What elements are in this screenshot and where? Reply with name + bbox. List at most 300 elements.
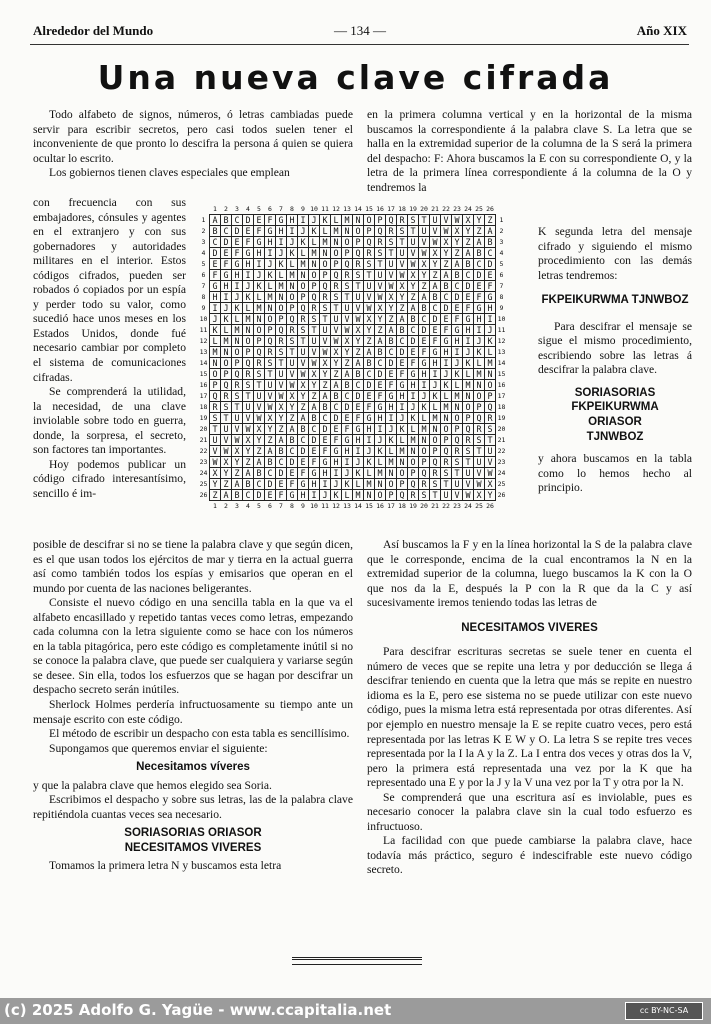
cipher-cell: F	[452, 314, 463, 325]
row-number: 3	[201, 238, 206, 246]
paragraph: Supongamos que queremos enviar el siguiente:	[49, 741, 268, 755]
cipher-cell: Z	[320, 380, 331, 391]
cipher-cell: L	[463, 369, 474, 380]
cipher-cell: D	[232, 226, 243, 237]
cipher-cell: T	[342, 292, 353, 303]
cipher-cell: E	[463, 292, 474, 303]
cipher-cell: M	[474, 369, 485, 380]
cipher-cell: I	[485, 314, 496, 325]
left-bottom-text	[33, 538, 353, 874]
cipher-cell: T	[298, 336, 309, 347]
cipher-cell: Q	[386, 215, 397, 226]
cipher-cell: N	[265, 303, 276, 314]
cipher-cell: H	[419, 369, 430, 380]
cipher-cell: P	[364, 226, 375, 237]
cipher-cell: W	[287, 380, 298, 391]
cipher-cell: I	[408, 391, 419, 402]
key-line: SORIASORIAS ORIASOR	[124, 827, 262, 840]
cipher-cell: M	[364, 479, 375, 490]
cipher-cell: B	[309, 413, 320, 424]
cipher-cell: G	[221, 270, 232, 281]
cipher-cell: H	[243, 259, 254, 270]
paragraph: El método de escribir un despacho con esta tabla es sencillísimo.	[49, 727, 350, 741]
cipher-cell: Q	[243, 358, 254, 369]
cipher-cell: X	[254, 424, 265, 435]
cipher-cell: P	[221, 369, 232, 380]
cipher-cell: D	[364, 380, 375, 391]
cipher-cell: L	[309, 237, 320, 248]
cipher-cell: C	[320, 413, 331, 424]
cipher-cell: R	[210, 402, 221, 413]
cipher-cell: E	[287, 468, 298, 479]
cipher-cell: N	[298, 270, 309, 281]
cipher-cell: H	[408, 380, 419, 391]
cipher-cell: J	[408, 402, 419, 413]
cipher-cell: R	[408, 490, 419, 501]
cipher-cell: Z	[287, 413, 298, 424]
cipher-cell: G	[298, 479, 309, 490]
cipher-cell: N	[474, 380, 485, 391]
cipher-cell: X	[342, 336, 353, 347]
cipher-cell: F	[430, 336, 441, 347]
cipher-cell: D	[298, 446, 309, 457]
cipher-cell: V	[408, 248, 419, 259]
cipher-cell: T	[419, 215, 430, 226]
cipher-cell: S	[210, 413, 221, 424]
cipher-cell: J	[309, 215, 320, 226]
cipher-cell: O	[287, 292, 298, 303]
cipher-cell: W	[364, 303, 375, 314]
cipher-cell: N	[342, 226, 353, 237]
cipher-cell: J	[210, 314, 221, 325]
cipher-cell: Y	[254, 435, 265, 446]
cipher-cell: B	[210, 226, 221, 237]
paragraph: y que la palabra clave que hemos elegido sea Soria.	[33, 778, 272, 792]
page-header	[33, 23, 687, 43]
row-number: 22	[497, 447, 506, 455]
cipher-cell: S	[353, 270, 364, 281]
cipher-cell: S	[485, 424, 496, 435]
cipher-cell: H	[342, 446, 353, 457]
cipher-cell: Y	[210, 479, 221, 490]
cipher-cell: J	[430, 380, 441, 391]
cipher-cell: P	[430, 446, 441, 457]
cipher-cell: P	[298, 292, 309, 303]
cipher-cell: J	[265, 259, 276, 270]
paragraph: Sherlock Holmes perdería infructuosamente su tiempo ante un mensaje escrito con este código.	[33, 698, 353, 726]
column-number: 2	[224, 502, 228, 510]
cipher-cell: E	[342, 413, 353, 424]
cipher-cell: F	[441, 325, 452, 336]
cipher-cell: T	[243, 391, 254, 402]
cipher-cell: W	[452, 215, 463, 226]
cipher-cell: W	[485, 468, 496, 479]
cipher-cell: J	[287, 237, 298, 248]
cipher-cell: H	[298, 490, 309, 501]
paragraph: Escribimos el despacho y sobre sus letras, las de la palabra clave repitiéndola cuantas veces sea necesario.	[33, 793, 353, 821]
key-line: ORIASOR	[588, 416, 642, 429]
cipher-cell: N	[386, 468, 397, 479]
cipher-cell: L	[397, 435, 408, 446]
column-number: 16	[376, 205, 384, 213]
cipher-cell: V	[309, 347, 320, 358]
row-number: 25	[199, 480, 208, 488]
cipher-cell: K	[419, 402, 430, 413]
cipher-cell: B	[386, 336, 397, 347]
cipher-cell: U	[342, 303, 353, 314]
cipher-cell: G	[320, 457, 331, 468]
column-number: 11	[321, 502, 329, 510]
cipher-cell: H	[474, 314, 485, 325]
cipher-cell: H	[364, 424, 375, 435]
cipher-cell: S	[298, 325, 309, 336]
cipher-cell: F	[287, 479, 298, 490]
cipher-cell: K	[221, 314, 232, 325]
cipher-cell: B	[408, 314, 419, 325]
cipher-row	[198, 281, 507, 292]
cipher-cell: B	[441, 281, 452, 292]
cipher-cell: I	[452, 347, 463, 358]
cipher-cell: X	[309, 369, 320, 380]
cipher-cell: A	[474, 237, 485, 248]
cipher-cell: V	[452, 490, 463, 501]
cipher-cell: Y	[474, 215, 485, 226]
cipher-cell: U	[397, 248, 408, 259]
right-wrap-text	[538, 225, 692, 496]
cipher-cell: V	[430, 226, 441, 237]
cipher-cell: Q	[287, 314, 298, 325]
cipher-cell: E	[386, 369, 397, 380]
cipher-cell: S	[221, 402, 232, 413]
cipher-cell: Z	[331, 369, 342, 380]
cipher-cell: D	[320, 424, 331, 435]
cipher-cell: D	[474, 270, 485, 281]
cipher-cell: N	[210, 358, 221, 369]
cipher-cell: L	[331, 215, 342, 226]
cipher-cell: E	[397, 358, 408, 369]
column-number: 5	[257, 205, 261, 213]
cipher-cell: E	[221, 248, 232, 259]
cipher-cell: N	[287, 281, 298, 292]
paragraph: K segunda letra del mensaje cifrado y siguiendo el mismo procedimiento con las demás letras tendremos:	[538, 225, 692, 282]
cipher-cell: O	[452, 413, 463, 424]
cipher-cell: G	[331, 446, 342, 457]
copyright-text: (c) 2025 Adolfo G. Yagüe - www.ccapitalia.net	[4, 1001, 392, 1019]
cipher-cell: U	[265, 380, 276, 391]
row-number: 24	[497, 469, 506, 477]
left-wrap-text	[33, 196, 186, 501]
cipher-cell: S	[375, 248, 386, 259]
cipher-cell: H	[485, 303, 496, 314]
cipher-cell: K	[485, 336, 496, 347]
cipher-cell: G	[243, 248, 254, 259]
cipher-cell: I	[331, 468, 342, 479]
cipher-cell: D	[221, 237, 232, 248]
cipher-cell: W	[353, 314, 364, 325]
cipher-cell: P	[474, 402, 485, 413]
cipher-cell: C	[276, 457, 287, 468]
column-number: 18	[398, 205, 406, 213]
cipher-cell: Y	[331, 358, 342, 369]
cipher-cell: K	[353, 468, 364, 479]
cipher-row	[198, 215, 507, 226]
cipher-cell: R	[386, 226, 397, 237]
cipher-cell: B	[375, 347, 386, 358]
cipher-cell: I	[320, 479, 331, 490]
cipher-cell: H	[309, 479, 320, 490]
cipher-cell: N	[232, 336, 243, 347]
cipher-cell: W	[265, 402, 276, 413]
row-number: 7	[499, 282, 504, 290]
cipher-cell: P	[276, 314, 287, 325]
cipher-row	[198, 457, 507, 468]
cipher-cell: J	[364, 446, 375, 457]
row-number: 15	[497, 370, 506, 378]
cipher-cell: T	[430, 490, 441, 501]
cipher-cell: G	[210, 281, 221, 292]
cipher-cell: L	[408, 424, 419, 435]
cipher-cell: G	[485, 292, 496, 303]
cipher-cell: Z	[397, 303, 408, 314]
cipher-line: FKPEIKURWMA	[571, 401, 659, 414]
cipher-cell: B	[254, 468, 265, 479]
cipher-cell: G	[309, 468, 320, 479]
column-number: 4	[246, 502, 250, 510]
cipher-cell: Z	[419, 281, 430, 292]
cipher-cell: Y	[463, 226, 474, 237]
cipher-cell: R	[265, 347, 276, 358]
cipher-cell: U	[441, 490, 452, 501]
cipher-cell: I	[474, 325, 485, 336]
cipher-cell: L	[452, 380, 463, 391]
cipher-cell: K	[232, 303, 243, 314]
cipher-row	[198, 226, 507, 237]
cipher-cell: M	[298, 259, 309, 270]
cipher-cell: N	[254, 314, 265, 325]
column-number: 24	[464, 502, 472, 510]
cipher-row	[198, 237, 507, 248]
cipher-cell: P	[342, 248, 353, 259]
cipher-cell: O	[419, 446, 430, 457]
cipher-cell: V	[265, 391, 276, 402]
cipher-cell: U	[408, 237, 419, 248]
cipher-cell: Z	[452, 248, 463, 259]
cipher-cell: F	[375, 391, 386, 402]
cipher-cell: R	[243, 369, 254, 380]
cipher-cell: S	[463, 446, 474, 457]
cipher-cell: R	[452, 446, 463, 457]
cipher-cell: Y	[353, 336, 364, 347]
cipher-cell: O	[298, 281, 309, 292]
cipher-cell: E	[298, 457, 309, 468]
paragraph: Tomamos la primera letra N y buscamos esta letra	[49, 859, 282, 873]
column-number: 1	[213, 502, 217, 510]
cipher-cell: B	[276, 446, 287, 457]
cipher-cell: T	[474, 446, 485, 457]
cipher-cell: V	[243, 413, 254, 424]
cipher-cell: A	[463, 248, 474, 259]
row-number: 26	[199, 491, 208, 499]
cipher-cell: C	[353, 380, 364, 391]
cipher-cell: P	[243, 347, 254, 358]
cipher-cell: D	[408, 336, 419, 347]
cipher-cell: T	[386, 248, 397, 259]
cipher-cell: J	[397, 413, 408, 424]
cipher-cell: V	[463, 479, 474, 490]
cipher-cell: F	[463, 303, 474, 314]
cipher-cell: W	[386, 281, 397, 292]
cipher-cell: P	[441, 435, 452, 446]
cipher-cell: L	[320, 226, 331, 237]
cipher-cell: E	[452, 303, 463, 314]
cipher-cell: R	[430, 468, 441, 479]
cipher-cell: C	[287, 446, 298, 457]
cipher-cell: F	[386, 380, 397, 391]
cipher-cell: V	[397, 259, 408, 270]
cipher-cell: I	[342, 457, 353, 468]
cipher-cell: U	[243, 402, 254, 413]
cipher-cell: F	[309, 457, 320, 468]
cipher-cell: H	[430, 358, 441, 369]
column-number: 21	[431, 205, 439, 213]
cipher-cell: E	[320, 435, 331, 446]
cipher-cell: T	[265, 369, 276, 380]
row-number: 10	[199, 315, 208, 323]
cipher-cell: L	[265, 281, 276, 292]
cipher-cell: D	[210, 248, 221, 259]
column-number: 24	[464, 205, 472, 213]
cipher-cell: J	[331, 479, 342, 490]
cipher-cell: V	[485, 457, 496, 468]
cipher-cell: N	[331, 237, 342, 248]
cipher-cell: H	[463, 325, 474, 336]
cipher-cell: K	[452, 369, 463, 380]
cipher-cell: U	[221, 424, 232, 435]
cipher-cell: Q	[463, 424, 474, 435]
cipher-cell: I	[364, 435, 375, 446]
cipher-row	[198, 413, 507, 424]
cipher-cell: C	[232, 215, 243, 226]
cipher-cell: R	[232, 380, 243, 391]
cipher-cell: N	[243, 325, 254, 336]
cipher-cell: E	[485, 270, 496, 281]
cipher-cell: W	[375, 292, 386, 303]
cipher-cell: O	[386, 479, 397, 490]
cipher-cell: J	[276, 248, 287, 259]
cipher-cell: O	[463, 402, 474, 413]
cipher-cell: R	[254, 358, 265, 369]
row-number: 20	[199, 425, 208, 433]
cipher-cell: V	[474, 468, 485, 479]
row-number: 8	[201, 293, 206, 301]
column-number: 12	[332, 205, 340, 213]
cipher-cell: T	[397, 237, 408, 248]
cipher-cell: X	[419, 259, 430, 270]
cipher-cell: X	[265, 413, 276, 424]
cipher-cell: W	[276, 391, 287, 402]
cipher-cell: F	[353, 413, 364, 424]
cipher-cell: Q	[408, 479, 419, 490]
cipher-cell: L	[441, 391, 452, 402]
cipher-cell: H	[441, 347, 452, 358]
cipher-cell: S	[419, 490, 430, 501]
column-number: 26	[486, 502, 494, 510]
column-number: 9	[301, 205, 305, 213]
cipher-cell: M	[375, 468, 386, 479]
cipher-cell: P	[287, 303, 298, 314]
column-number: 9	[301, 502, 305, 510]
cipher-cell: J	[232, 292, 243, 303]
cipher-cell: K	[430, 391, 441, 402]
cipher-cell: G	[463, 314, 474, 325]
cipher-cell: N	[353, 215, 364, 226]
cipher-cell: G	[474, 303, 485, 314]
cipher-cell: G	[408, 369, 419, 380]
cipher-cell: D	[485, 259, 496, 270]
cipher-cell: Q	[397, 490, 408, 501]
column-number: 11	[321, 205, 329, 213]
cipher-cell: X	[452, 226, 463, 237]
cipher-cell: S	[309, 314, 320, 325]
cipher-row	[198, 336, 507, 347]
cipher-cell: M	[254, 303, 265, 314]
cipher-cell: O	[309, 270, 320, 281]
cipher-cell: R	[276, 336, 287, 347]
cipher-cell: K	[254, 281, 265, 292]
cipher-cell: C	[397, 336, 408, 347]
cipher-cell: H	[287, 215, 298, 226]
cipher-cell: R	[441, 457, 452, 468]
cipher-cell: K	[342, 479, 353, 490]
cipher-cell: P	[419, 457, 430, 468]
cipher-cell: G	[397, 380, 408, 391]
cipher-cell: W	[342, 325, 353, 336]
cipher-cell: O	[232, 347, 243, 358]
cipher-row	[198, 402, 507, 413]
cipher-cell: A	[375, 336, 386, 347]
column-number: 17	[387, 205, 395, 213]
cipher-row	[198, 314, 507, 325]
cipher-cell: K	[276, 259, 287, 270]
cipher-cell: U	[287, 358, 298, 369]
cipher-cell: Z	[408, 292, 419, 303]
cipher-cell: A	[485, 226, 496, 237]
cipher-cell: W	[331, 336, 342, 347]
cipher-cell: N	[364, 490, 375, 501]
cipher-cell: M	[430, 413, 441, 424]
cipher-cell: A	[441, 270, 452, 281]
row-number: 17	[199, 392, 208, 400]
cipher-cell: Q	[232, 369, 243, 380]
cipher-cell: D	[375, 369, 386, 380]
cipher-cell: R	[331, 281, 342, 292]
cipher-cell: G	[441, 336, 452, 347]
cipher-cell: Z	[298, 402, 309, 413]
cipher-cell: T	[441, 479, 452, 490]
cipher-cell: U	[430, 215, 441, 226]
cipher-cell: F	[320, 446, 331, 457]
cipher-cell: W	[430, 237, 441, 248]
cipher-row	[198, 347, 507, 358]
column-number: 23	[453, 502, 461, 510]
cipher-cell: C	[331, 402, 342, 413]
cipher-cell: K	[265, 270, 276, 281]
cipher-cell: M	[309, 248, 320, 259]
message-line: NECESITAMOS VIVERES	[124, 841, 262, 854]
cipher-cell: S	[331, 292, 342, 303]
cipher-cell: T	[320, 314, 331, 325]
right-bottom-text	[367, 538, 692, 878]
